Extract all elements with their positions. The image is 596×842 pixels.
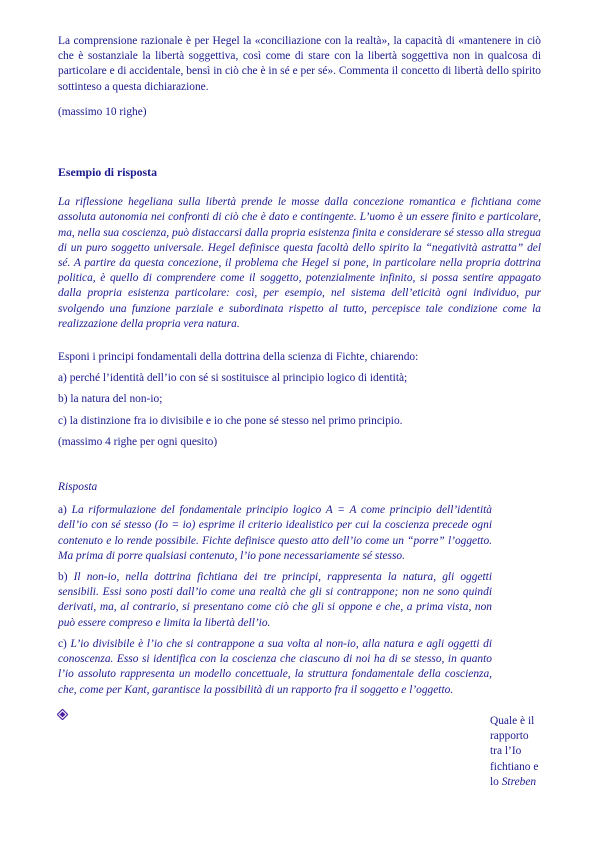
question-2	[58, 350, 541, 450]
response-a	[58, 503, 492, 564]
question-2-item-a: a) perché l’identità dell’io con sé si sostituisce al principio logico di identità;	[58, 372, 408, 385]
example-answer: La riflessione hegeliana sulla libertà prende le mosse dalla concezione romantica e fichtiana come assoluta autonomia nei confronti di ciò che è dato e contingente. L’uomo è un essere finito e particolare, ma, nella sua coscienza, può distaccarsi dalla propria esistenza finita e considerare sé stesso alla stregua di un puro soggetto universale. Hegel definisce questa facoltà dello spirito la “negatività astratta” del sé. A partire da questa concezione, il problema che Hegel si pone, in particolare nella propria dottrina politica, è quello di comprendere come il soggetto, potenzialmente infinito, si possa sentire appagato dalla propria esistenza particolare: così, per esempio, nel sistema dell’eticità ogni individuo, pur svolgendo una funzione parziale e subordinata rispetto al tutto, percepisce tale condizione come la realizzazione della propria vera natura.	[58, 196, 541, 330]
diamond-bullet-icon[interactable]	[57, 709, 68, 720]
sidebar-note	[490, 714, 540, 790]
question-1-text: La comprensione razionale è per Hegel la «conciliazione con la realtà», la capacità di «mantenere in ciò che è sostanziale la libertà soggettiva, così come di stare con la libertà soggettiva non in qualcosa di particolare e di accidentale, bensì in ciò che è in sé e per sé». Commenta il concetto di libertà dello spirito sottinteso a questa dichiarazione.	[58, 35, 541, 93]
response-c-lead: c)	[58, 637, 67, 650]
question-2-item-b: b) la natura del non-io;	[58, 393, 163, 406]
response-c-text: L’io divisibile è l’io che si contrappone a sua volta al non-io, alla natura e agli oggetti di conoscenza. Esso si identifica con la coscienza che ciascuno di noi ha di se stesso, in quanto l’io assoluto rappresenta un modello concettuale, la struttura fondamentale della coscienza, che, come per Kant, garantisce la possibilità di un rapporto fra il soggetto e l’oggetto.	[58, 637, 492, 696]
response-b-text: Il non-io, nella dottrina fichtiana dei tre principi, rappresenta la natura, gli oggetti sensibili. Essi sono posti dall’io come una realtà che gli si contrappone; non ne sono quindi derivati, ma, al contrario, si presentano come ciò che gli si oppone e che, a prima vista, non può essere compreso e limita la libertà dell’io.	[58, 571, 492, 629]
question-2-limit: (massimo 4 righe per ogni quesito)	[58, 435, 218, 448]
response-a-text: La riformulazione del fondamentale principio logico A = A come principio dell’identità dell’io con sé stesso (Io = io) esprime il criterio idealistico per cui la coscienza precede ogni contenuto e lo rende possibile. Fichte definisce questo atto dell’io come un “porre” l’oggetto. Ma prima di porre qualsiasi contenuto, l’io pone necessariamente sé stesso.	[58, 504, 492, 562]
response-b	[58, 570, 492, 631]
response-block	[58, 503, 492, 697]
response-a-lead: a)	[58, 504, 67, 517]
question-1-limit: (massimo 10 righe)	[58, 105, 147, 118]
sidebar-note-italic: Streben	[501, 775, 537, 788]
response-b-lead: b)	[58, 571, 68, 584]
response-label: Risposta	[58, 481, 98, 494]
response-c	[58, 637, 492, 698]
question-2-intro: Esponi i principi fondamentali della dottrina della scienza di Fichte, chiarendo:	[58, 351, 419, 364]
question-2-item-c: c) la distinzione fra io divisibile e io che pone sé stesso nel primo principio.	[58, 414, 403, 427]
document-body	[58, 34, 541, 704]
example-heading: Esempio di risposta	[58, 165, 157, 180]
sidebar-note-text: Quale è il rapporto tra l’Io fichtiano e lo	[490, 715, 539, 788]
